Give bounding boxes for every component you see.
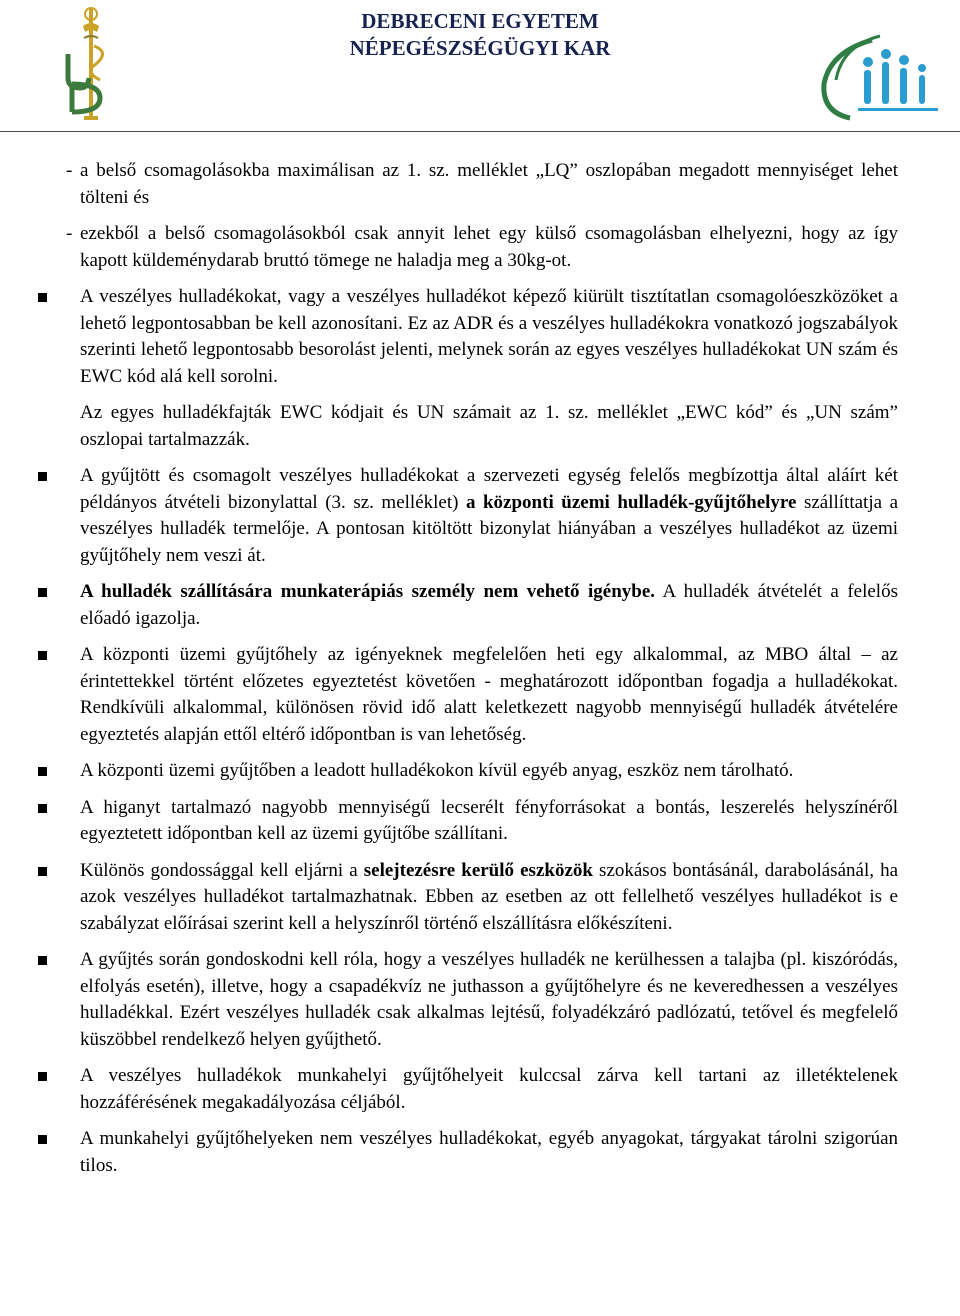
bullet-text: Különös gondossággal kell eljárni a selejtezésre kerülő eszközök szokásos bontásánál, darabolásánál, ha azok veszélyes hulladékot tartalmazhatnak. Ebben az esetben az ott fellelhető veszélyes hulladékot is e szabályzat előírásai szerint kell a helyszínről történő elszállításra előkészíteni. — [80, 859, 898, 934]
bullet-item-transfer — [80, 463, 898, 569]
bullet-text: A higanyt tartalmazó nagyobb mennyiségű lecserélt fényforrásokat a bontás, leszerelés helyszínéről egyeztetett időpontban kell az üzemi gyűjtőbe szállítani. — [80, 796, 898, 844]
square-bullet-icon — [38, 767, 47, 776]
bullet-item-identification — [80, 284, 898, 453]
square-bullet-icon — [38, 956, 47, 965]
bullet-text: A gyűjtött és csomagolt veszélyes hulladékokat a szervezeti egység felelős megbízottja által aláírt két példányos átvételi bizonylattal (3. sz. melléklet) a központi üzemi hulladék-gyűjtőhelyre szállíttatja a veszélyes hulladék termelője. A pontosan kitöltött bizonylat hiányában a veszélyes hulladékot az üzemi gyűjtőhely nem veszi át. — [80, 465, 898, 566]
square-bullet-icon — [38, 651, 47, 660]
bullet-text: A veszélyes hulladékokat, vagy a veszélyes hulladékot képező kiürült tisztítatlan csomagolóeszközöket a lehető legpontosabban be kell azonosítani. Ez az ADR és a veszélyes hulladékokra vonatkozó jogszabályok szerinti lehető legpontosabb besorolást jelenti, melynek során az egyes veszélyes hulladékokat UN szám és EWC kód alá kell sorolni. — [80, 286, 898, 387]
bullet-item-mercury — [80, 795, 898, 848]
bullet-item-storage — [80, 758, 898, 785]
bullet-item-transport — [80, 579, 898, 632]
dash-list-item-text: ezekből a belső csomagolásokból csak annyit lehet egy külső csomagolásban elhelyezni, hogy az így kapott küldeménydarab bruttó tömege ne haladja meg a 30kg-ot. — [80, 223, 898, 271]
bullet-text: A hulladék szállítására munkaterápiás személy nem vehető igénybe. A hulladék átvételét a felelős előadó igazolja. — [80, 581, 898, 629]
square-bullet-icon — [38, 867, 47, 876]
square-bullet-icon — [38, 1135, 47, 1144]
header-divider — [0, 131, 960, 132]
bullet-item-scrapping — [80, 858, 898, 938]
square-bullet-icon — [38, 804, 47, 813]
bullet-item-schedule — [80, 642, 898, 748]
bold-phrase: selejtezésre kerülő eszközök — [363, 859, 593, 881]
bullet-text: A központi üzemi gyűjtőhely az igényeknek megfelelően heti egy alkalommal, az MBO által – az érintettekkel történt előzetes egyeztetést követően - meghatározott időpontban fogadja a hulladékokat. Rendkívüli alkalommal, különösen rövid idő alatt keletkezett nagyobb mennyiségű hulladék átvételére egyeztetés alapján ettől eltérő időpontban is van lehetőség. — [80, 644, 898, 745]
square-bullet-icon — [38, 1072, 47, 1081]
bullet-text: A munkahelyi gyűjtőhelyeken nem veszélyes hulladékokat, egyéb anyagokat, tárgyakat tárolni szigorúan tilos. — [80, 1128, 898, 1176]
square-bullet-icon — [38, 293, 47, 302]
square-bullet-icon — [38, 588, 47, 597]
bullet-text: A veszélyes hulladékok munkahelyi gyűjtőhelyeit kulccsal zárva kell tartani az illetéktelenek hozzáférésének megakadályozása céljából. — [80, 1065, 898, 1113]
square-bullet-icon — [38, 472, 47, 481]
dash-list-item: - a belső csomagolásokba maximálisan az 1. sz. melléklet „LQ” oszlopában megadott mennyiséget lehet tölteni és — [80, 158, 898, 211]
faculty-figures-logo-icon — [810, 32, 950, 122]
bold-phrase: A hulladék szállítására munkaterápiás személy nem vehető igénybe. — [80, 581, 656, 602]
university-crest-logo-icon — [56, 6, 126, 124]
dash-list-item-text: a belső csomagolásokba maximálisan az 1. sz. melléklet „LQ” oszlopában megadott mennyiséget lehet tölteni és — [80, 160, 898, 208]
bullet-item-prohibition — [80, 1126, 898, 1179]
institution-line-1: DEBRECENI EGYETEM — [361, 9, 599, 33]
bold-phrase: a központi üzemi hulladék-gyűjtőhelyre — [465, 491, 797, 513]
bullet-item-locking — [80, 1063, 898, 1116]
bullet-text-continuation: Az egyes hulladékfajták EWC kódjait és UN számait az 1. sz. melléklet „EWC kód” és „UN szám” oszlopai tartalmazzák. — [80, 402, 898, 450]
institution-line-2: NÉPEGÉSZSÉGÜGYI KAR — [349, 36, 611, 60]
dash-list-item: - ezekből a belső csomagolásokból csak annyit lehet egy külső csomagolásban elhelyezni, hogy az így kapott küldeménydarab bruttó tömege ne haladja meg a 30kg-ot. — [80, 221, 898, 274]
institution-name — [300, 8, 660, 62]
bullet-text: A gyűjtés során gondoskodni kell róla, hogy a veszélyes hulladék ne kerülhessen a talajba (pl. kiszóródás, elfolyás esetén), illetve, hogy a csapadékvíz ne juthasson a gyűjtőhelyre és ne keveredhessen a veszélyes hulladékkal. Ezért veszélyes hulladék csak alkalmas lejtésű, folyadékzáró padlózatú, tetővel és megfelelő küszöbbel rendelkező helyen gyűjthető. — [80, 949, 898, 1050]
page-header — [0, 0, 960, 132]
bullet-item-collection — [80, 947, 898, 1053]
bullet-text: A központi üzemi gyűjtőben a leadott hulladékokon kívül egyéb anyag, eszköz nem tárolható. — [80, 760, 794, 781]
document-body — [0, 158, 960, 1179]
